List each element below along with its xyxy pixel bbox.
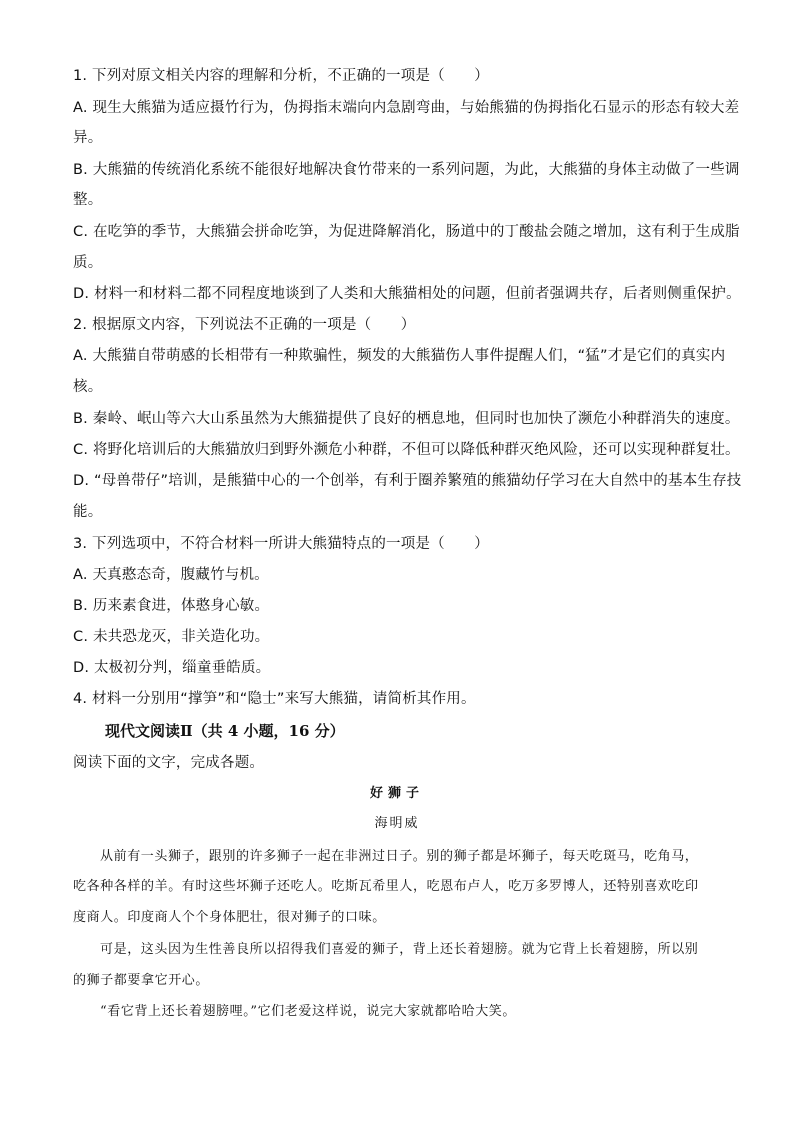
story-paragraph-2-line-1: 可是，这头因为生性善良所以招得我们喜爱的狮子，背上还长着翅膀。就为它背上长着翅膀，所以别: [100, 942, 699, 957]
q1-option-c-cont: 质。: [73, 255, 103, 271]
q2-option-a-cont: 核。: [73, 379, 103, 395]
section-instruction: 阅读下面的文字，完成各题。: [73, 755, 265, 771]
q3-stem: 3. 下列选项中，不符合材料一所讲大熊猫特点的一项是（ ）: [73, 536, 489, 552]
story-paragraph-1-line-2: 吃各种各样的羊。有时这些坏狮子还吃人。吃斯瓦希里人，吃恩布卢人，吃万多罗博人，还特别喜欢吃印: [73, 879, 699, 894]
q1-option-a: A. 现生大熊猫为适应摄竹行为，伪拇指末端向内急剧弯曲，与始熊猫的伪拇指化石显示的形态有较大差: [73, 100, 740, 116]
q2-option-c: C. 将野化培训后的大熊猫放归到野外濒危小种群，不但可以降低种群灭绝风险，还可以实现种群复壮。: [73, 442, 740, 458]
story-author: 海明威: [374, 816, 420, 831]
section-heading: 现代文阅读Ⅱ（共 4 小题，16 分）: [105, 722, 345, 740]
story-paragraph-3-line-1: “看它背上还长着翅膀哩。”它们老爱这样说，说完大家就都哈哈大笑。: [100, 1004, 516, 1019]
q2-option-d-cont: 能。: [73, 504, 103, 520]
story-title: 好狮子: [369, 786, 424, 801]
q1-option-a-cont: 异。: [73, 130, 103, 146]
q1-option-d: D. 材料一和材料二都不同程度地谈到了人类和大熊猫相处的问题，但前者强调共存，后者则侧重保护。: [73, 286, 741, 302]
q3-option-d: D. 太极初分判，缁童垂皓质。: [73, 660, 271, 676]
q2-option-d: D. “母兽带仔”培训，是熊猫中心的一个创举，有利于圈养繁殖的熊猫幼仔学习在大自然中的基本生存技: [73, 473, 742, 489]
q2-option-b: B. 秦岭、岷山等六大山系虽然为大熊猫提供了良好的栖息地，但同时也加快了濒危小种群消失的速度。: [73, 411, 740, 427]
q3-option-c: C. 未共恐龙灭，非关造化功。: [73, 629, 270, 645]
q2-option-a: A. 大熊猫自带萌感的长相带有一种欺骗性，频发的大熊猫伤人事件提醒人们，“猛”才是它们的真实内: [73, 348, 726, 364]
q3-option-b: B. 历来素食进，体憨身心敏。: [73, 598, 270, 614]
q1-option-c: C. 在吃笋的季节，大熊猫会拼命吃笋，为促进降解消化，肠道中的丁酸盐会随之增加，这有利于生成脂: [73, 224, 740, 240]
story-paragraph-2-line-2: 的狮子都要拿它开心。: [73, 973, 210, 988]
story-paragraph-1-line-1: 从前有一头狮子，跟别的许多狮子一起在非洲过日子。别的狮子都是坏狮子，每天吃斑马，吃角马，: [100, 849, 699, 864]
q2-stem: 2. 根据原文内容，下列说法不正确的一项是（ ）: [73, 317, 416, 333]
q4-stem: 4. 材料一分别用“撑笋”和“隐士”来写大熊猫，请简析其作用。: [73, 691, 476, 707]
q1-option-b: B. 大熊猫的传统消化系统不能很好地解决食竹带来的一系列问题，为此，大熊猫的身体主动做了一些调: [73, 162, 740, 178]
q3-option-a: A. 天真憨态奇，腹藏竹与机。: [73, 567, 269, 583]
q1-stem: 1. 下列对原文相关内容的理解和分析，不正确的一项是（ ）: [73, 68, 489, 84]
q1-option-b-cont: 整。: [73, 192, 103, 208]
story-paragraph-1-line-3: 度商人。印度商人个个身体肥壮，很对狮子的口味。: [73, 910, 386, 925]
